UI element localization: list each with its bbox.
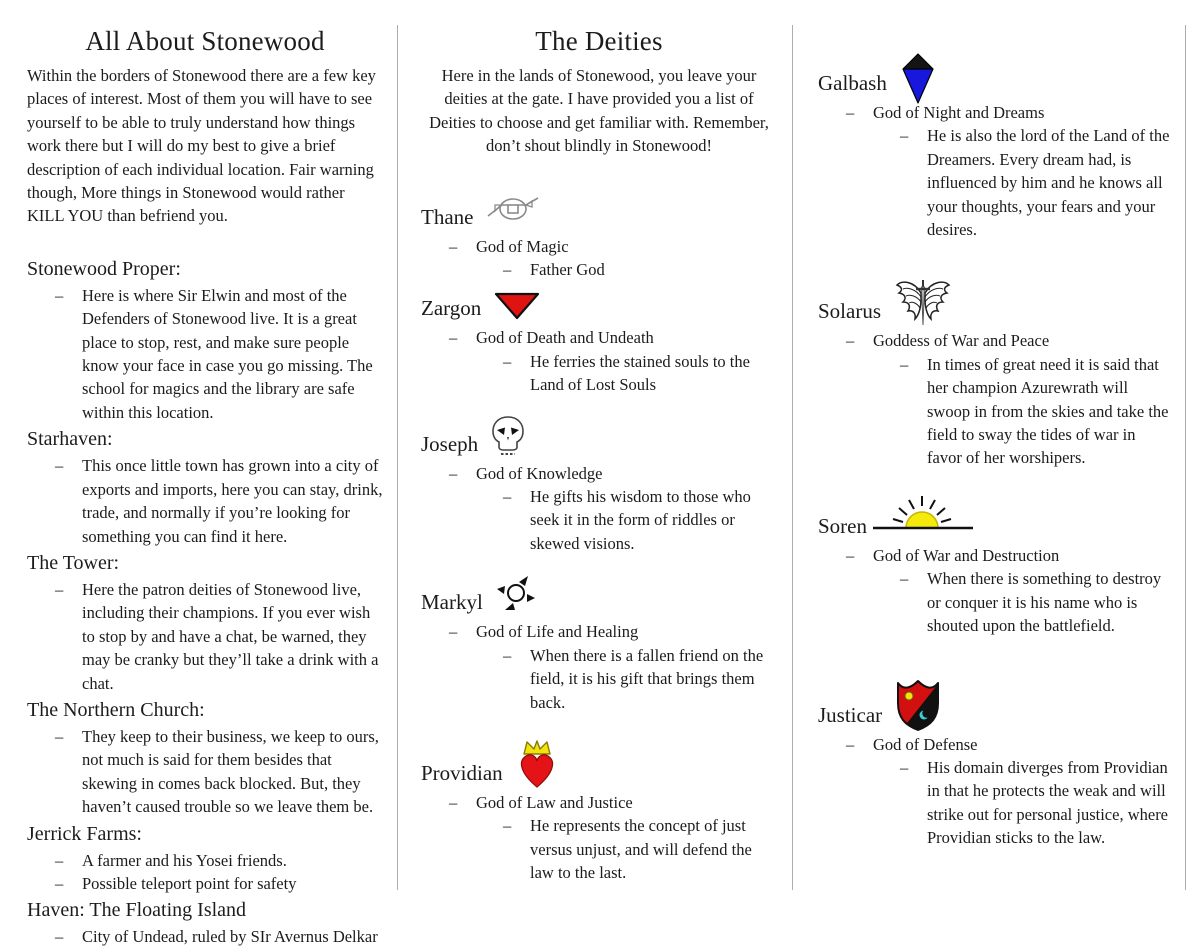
dash-marker: –	[846, 103, 855, 122]
location-name: Starhaven:	[27, 428, 113, 451]
winged-sword-icon	[894, 279, 952, 331]
dash-marker: –	[503, 351, 512, 371]
deity-name: Markyl	[421, 590, 483, 615]
dash-marker: –	[449, 328, 458, 348]
bullet-item	[27, 578, 383, 695]
deity-domain: God of Knowledge	[476, 463, 603, 483]
deity-name: Galbash	[818, 71, 887, 95]
bullet-item	[421, 814, 777, 884]
bullet-item	[421, 485, 777, 555]
crowned-heart-icon	[516, 739, 558, 789]
dash-marker: –	[900, 126, 909, 146]
column-deities-continued	[818, 0, 1172, 850]
deity-zargon	[421, 293, 777, 396]
deity-domain: God of Defense	[873, 734, 978, 754]
bullet-item	[27, 925, 383, 948]
deity-providian	[421, 738, 777, 885]
column-deities	[421, 0, 777, 885]
column-divider	[792, 25, 793, 890]
skull-icon	[491, 416, 525, 458]
deity-domain: Goddess of War and Peace	[873, 331, 1050, 351]
location-jerrick-farms	[27, 819, 383, 896]
bullet-item	[818, 329, 1172, 352]
dash-marker: –	[449, 792, 458, 812]
bullet-item	[818, 733, 1172, 756]
location-name: Stonewood Proper:	[27, 257, 181, 280]
stonewood-intro: Within the borders of Stonewood there are a few key places of interest. Most of them you will have to see yourself to be able to truly understand how things work there but I will do my best to give a brief description of each individual location. Fair warning though, More things in Stonewood would rather KILL YOU than befriend you.	[27, 66, 376, 226]
bullet-text: Possible teleport point for safety	[82, 873, 297, 893]
location-haven	[27, 895, 383, 948]
location-northern-church	[27, 695, 383, 819]
bullet-item	[818, 756, 1172, 850]
blue-kite-gem-icon	[900, 53, 936, 105]
bullet-item	[818, 544, 1172, 567]
bullet-item	[421, 350, 777, 397]
bullet-item	[27, 284, 383, 424]
deity-name: Zargon	[421, 296, 482, 321]
deity-galbash	[818, 46, 1172, 241]
bullet-text: This once little town has grown into a city of exports and imports, here you can stay, drink, trade, and normally if you’re looking for something you can find it here.	[82, 456, 383, 546]
deity-detail: He is also the lord of the Land of the Dreamers. Every dream had, is influenced by him and he knows all your thoughts, your fears and your desires.	[927, 126, 1170, 240]
deity-name: Thane	[421, 204, 474, 229]
dash-marker: –	[503, 816, 512, 836]
deity-name: Soren	[818, 513, 867, 538]
deities-title: The Deities	[535, 26, 663, 56]
bullet-item	[27, 725, 383, 819]
location-name: The Northern Church:	[27, 698, 205, 721]
dash-marker: –	[846, 734, 855, 754]
dash-marker: –	[449, 622, 458, 642]
bullet-text: A farmer and his Yosei friends.	[82, 850, 287, 870]
bullet-item	[421, 791, 777, 814]
deity-detail: When there is something to destroy or conquer it is his name who is shouted upon the battlefield.	[927, 569, 1162, 636]
deity-detail: In times of great need it is said that her champion Azurewrath will swoop in from the skies and take the field to sway the tides of war in favor of her worshipers.	[927, 354, 1169, 468]
bullet-item	[27, 872, 383, 895]
deity-detail: His domain diverges from Providian in that he protects the weak and will strike out for personal justice, where Providian sticks to the law.	[927, 757, 1169, 848]
deity-name: Solarus	[818, 299, 881, 324]
bullet-text: They keep to their business, we keep to ours, not much is said for them besides that skewing in comes back blocked. But, they haven’t caused trouble so we leave them be.	[82, 726, 379, 817]
dash-marker: –	[449, 463, 458, 483]
location-the-tower	[27, 548, 383, 695]
dash-marker: –	[846, 331, 855, 351]
deity-joseph	[421, 417, 777, 556]
bullet-item	[818, 124, 1172, 241]
deity-domain: God of Law and Justice	[476, 792, 633, 812]
dash-marker: –	[503, 260, 512, 280]
dash-marker: –	[55, 873, 64, 893]
dash-marker: –	[55, 285, 64, 305]
deity-domain: God of Magic	[476, 236, 569, 256]
dash-marker: –	[55, 726, 64, 746]
deity-name: Justicar	[818, 702, 883, 727]
dash-marker: –	[900, 757, 909, 777]
bullet-item	[818, 353, 1172, 470]
dash-marker: –	[900, 354, 909, 374]
bullet-item	[27, 849, 383, 872]
dash-marker: –	[55, 850, 64, 870]
deity-name: Providian	[421, 760, 503, 785]
rising-sun-icon	[873, 494, 973, 534]
location-name: The Tower:	[27, 551, 120, 574]
stonewood-title: All About Stonewood	[85, 26, 325, 56]
dash-marker: –	[503, 645, 512, 665]
red-triangle-icon	[494, 292, 540, 320]
bullet-item	[421, 644, 777, 714]
scatter-arrows-icon	[496, 574, 536, 612]
deity-name: Joseph	[421, 431, 479, 456]
bullet-item	[27, 454, 383, 548]
dash-marker: –	[55, 456, 64, 476]
deity-domain: God of Death and Undeath	[476, 328, 654, 348]
bullet-text: Here is where Sir Elwin and most of the Defenders of Stonewood live. It is a great place to stop, rest, and make sure people know your face in case you go missing. The school for magics and the library are safe within this location.	[82, 285, 373, 422]
deity-justicar	[818, 674, 1172, 850]
location-stonewood-proper	[27, 254, 383, 424]
bullet-item	[421, 620, 777, 643]
deity-domain: God of War and Destruction	[873, 545, 1060, 565]
dash-marker: –	[846, 545, 855, 565]
dash-marker: –	[900, 569, 909, 589]
dash-marker: –	[503, 487, 512, 507]
column-divider	[1185, 25, 1186, 890]
location-name: Haven: The Floating Island	[27, 899, 247, 922]
bullet-item	[818, 101, 1172, 124]
bullet-item	[421, 258, 777, 281]
deity-detail: He ferries the stained souls to the Land of Lost Souls	[530, 351, 750, 395]
thane-sigil-icon	[486, 193, 540, 223]
deity-detail: He gifts his wisdom to those who seek it in the form of riddles or skewed visions.	[530, 487, 751, 553]
deity-thane	[421, 202, 777, 282]
sun-moon-shield-icon	[895, 676, 941, 732]
bullet-text: Here the patron deities of Stonewood live, including their champions. If you ever wish to stop by and have a chat, be warned, they may be cranky but they’ll take a drink with a chat.	[82, 579, 379, 693]
deity-detail: He represents the concept of just versus unjust, and will defend the law to the last.	[530, 816, 752, 883]
deity-domain: God of Life and Healing	[476, 622, 639, 642]
deity-soren	[818, 501, 1172, 638]
deity-detail: When there is a fallen friend on the field, it is his gift that brings them back.	[530, 645, 764, 712]
bullet-item	[421, 326, 777, 349]
bullet-item	[421, 462, 777, 485]
deities-intro: Here in the lands of Stonewood, you leave your deities at the gate. I have provided you a list of Deities to choose and get familiar with. Remember, don’t shout blindly in Stonewood!	[429, 66, 769, 156]
deity-domain: God of Night and Dreams	[873, 103, 1045, 122]
deity-markyl	[421, 579, 777, 714]
column-divider	[397, 25, 398, 890]
bullet-item	[421, 235, 777, 258]
dash-marker: –	[55, 579, 64, 599]
location-name: Jerrick Farms:	[27, 822, 142, 845]
location-starhaven	[27, 424, 383, 548]
dash-marker: –	[449, 236, 458, 256]
bullet-text: City of Undead, ruled by SIr Avernus Delkar	[82, 927, 378, 947]
column-stonewood	[27, 0, 383, 949]
bullet-item	[818, 567, 1172, 637]
deity-solarus	[818, 274, 1172, 469]
deity-detail: Father God	[530, 260, 605, 280]
dash-marker: –	[55, 927, 64, 947]
